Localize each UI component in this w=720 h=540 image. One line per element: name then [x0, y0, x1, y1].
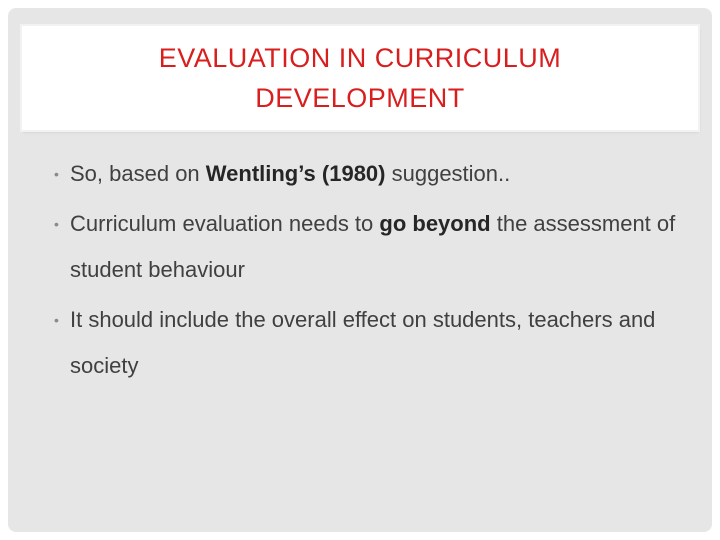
slide-title-line-1: EVALUATION IN CURRICULUM [158, 43, 562, 73]
bullet-item-overall-effect [54, 297, 694, 389]
slide-title [159, 38, 562, 118]
bullet-text-bold: go beyond [379, 211, 491, 236]
bullet-text-pre: Curriculum evaluation needs to [70, 211, 380, 236]
bullet-dot-icon: • [54, 216, 59, 232]
bullet-text-pre: It should include the overall effect on students, teachers and society [70, 307, 656, 378]
bullet-text-post: suggestion.. [385, 161, 511, 186]
slide [8, 8, 712, 532]
title-box [22, 26, 698, 130]
bullet-item-go-beyond [54, 201, 694, 293]
bullet-item-wentling [54, 151, 694, 197]
bullet-text-pre: So, based on [70, 161, 206, 186]
bullet-list [54, 151, 694, 393]
bullet-text-bold: Wentling’s (1980) [205, 161, 386, 186]
bullet-dot-icon: • [54, 312, 59, 328]
slide-title-line-2: DEVELOPMENT [255, 83, 465, 113]
bullet-text-post: the assessment of student behaviour [70, 211, 676, 282]
bullet-dot-icon: • [54, 166, 59, 182]
